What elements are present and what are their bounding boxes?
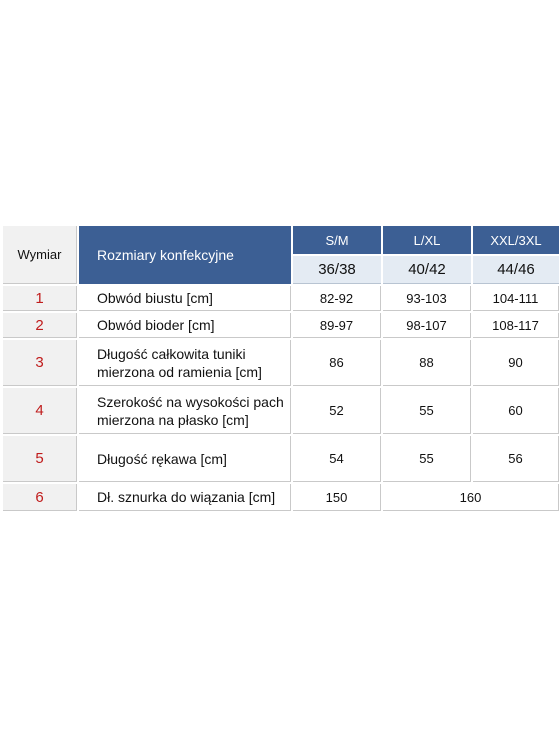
row-value: 88: [383, 340, 471, 386]
row-value: 54: [293, 436, 381, 482]
table-row: [3, 340, 559, 386]
header-size-lxl: L/XL: [383, 226, 471, 254]
row-value: 55: [383, 436, 471, 482]
header-eu-sm: 36/38: [293, 256, 381, 284]
table-row: [3, 484, 559, 511]
row-value: 86: [293, 340, 381, 386]
header-size-xxl3xl: XXL/3XL: [473, 226, 559, 254]
row-value-merged: 160: [383, 484, 559, 511]
table-row: [3, 436, 559, 482]
row-value: 108-117: [473, 313, 559, 338]
header-size-sm: S/M: [293, 226, 381, 254]
row-value: 150: [293, 484, 381, 511]
row-number: 6: [3, 484, 77, 511]
row-value: 60: [473, 388, 559, 434]
row-value: 104-111: [473, 286, 559, 311]
row-value: 56: [473, 436, 559, 482]
row-number: 4: [3, 388, 77, 434]
row-label: Szerokość na wysokości pach mierzona na płasko [cm]: [79, 388, 291, 434]
row-label: Obwód biustu [cm]: [79, 286, 291, 311]
table-row: [3, 286, 559, 311]
table-row: [3, 388, 559, 434]
header-eu-xxl3xl: 44/46: [473, 256, 559, 284]
row-value: 82-92: [293, 286, 381, 311]
row-label: Długość całkowita tuniki mierzona od ramienia [cm]: [79, 340, 291, 386]
size-chart-table: [1, 224, 560, 513]
row-label: Obwód bioder [cm]: [79, 313, 291, 338]
row-number: 2: [3, 313, 77, 338]
row-label: Długość rękawa [cm]: [79, 436, 291, 482]
row-number: 3: [3, 340, 77, 386]
table-row: [3, 313, 559, 338]
row-value: 93-103: [383, 286, 471, 311]
header-title: Rozmiary konfekcyjne: [79, 226, 291, 284]
row-value: 89-97: [293, 313, 381, 338]
row-value: 90: [473, 340, 559, 386]
header-row-sizes: [3, 226, 559, 254]
row-value: 55: [383, 388, 471, 434]
header-wymiar: Wymiar: [3, 226, 77, 284]
row-value: 52: [293, 388, 381, 434]
header-eu-lxl: 40/42: [383, 256, 471, 284]
row-label: Dł. sznurka do wiązania [cm]: [79, 484, 291, 511]
row-value: 98-107: [383, 313, 471, 338]
row-number: 1: [3, 286, 77, 311]
row-number: 5: [3, 436, 77, 482]
